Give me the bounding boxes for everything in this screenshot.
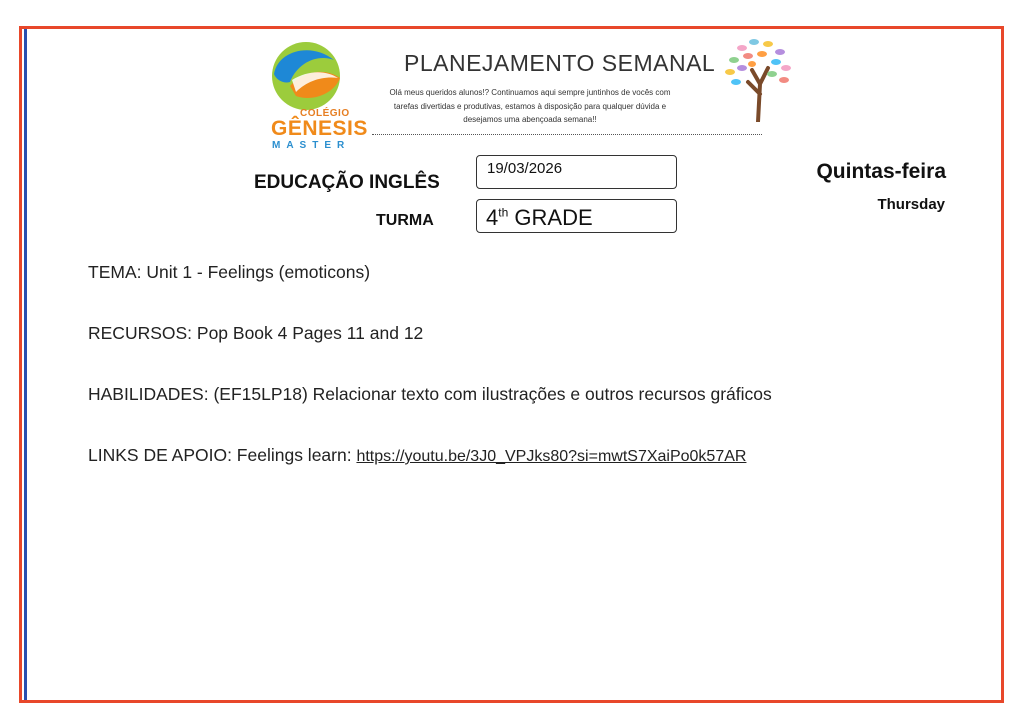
logo-text-colegio: COLÉGIO: [300, 108, 350, 119]
habilidades-line: HABILIDADES: (EF15LP18) Relacionar texto com ilustrações e outros recursos gráficos: [88, 384, 772, 404]
grade-value: 4th GRADE: [486, 205, 593, 230]
turma-label: TURMA: [376, 212, 434, 229]
page-title: PLANEJAMENTO SEMANAL: [404, 50, 716, 76]
youtube-link[interactable]: https://youtu.be/3J0_VPJks80?si=mwtS7XaiPo0k57AR: [356, 448, 747, 465]
date-value: 19/03/2026: [487, 160, 563, 177]
weekday-pt: Quintas-feira: [816, 160, 946, 183]
dotted-divider: [372, 134, 762, 135]
logo-text-master: MASTER: [272, 140, 351, 151]
links-line: [88, 445, 746, 466]
page-border: [19, 26, 1004, 703]
grade-field[interactable]: [476, 199, 677, 233]
welcome-message: Olá meus queridos alunos!? Continuamos aqui sempre juntinhos de vocês com tarefas divertidas e produtivas, estamos à disposição para qualquer dúvida e desejamos uma abençoada semana!!: [389, 88, 671, 124]
recursos-line: RECURSOS: Pop Book 4 Pages 11 and 12: [88, 323, 424, 343]
links-label: LINKS DE APOIO: Feelings learn:: [88, 445, 357, 465]
logo-text-genesis: GÊNESIS: [271, 117, 368, 140]
subject-label: EDUCAÇÃO INGLÊS: [254, 172, 440, 193]
tema-line: TEMA: Unit 1 - Feelings (emoticons): [88, 262, 371, 282]
colorful-tree-icon: [722, 34, 794, 122]
date-field[interactable]: [476, 155, 677, 189]
blue-margin-line: [24, 29, 27, 700]
weekday-en: Thursday: [877, 196, 945, 213]
